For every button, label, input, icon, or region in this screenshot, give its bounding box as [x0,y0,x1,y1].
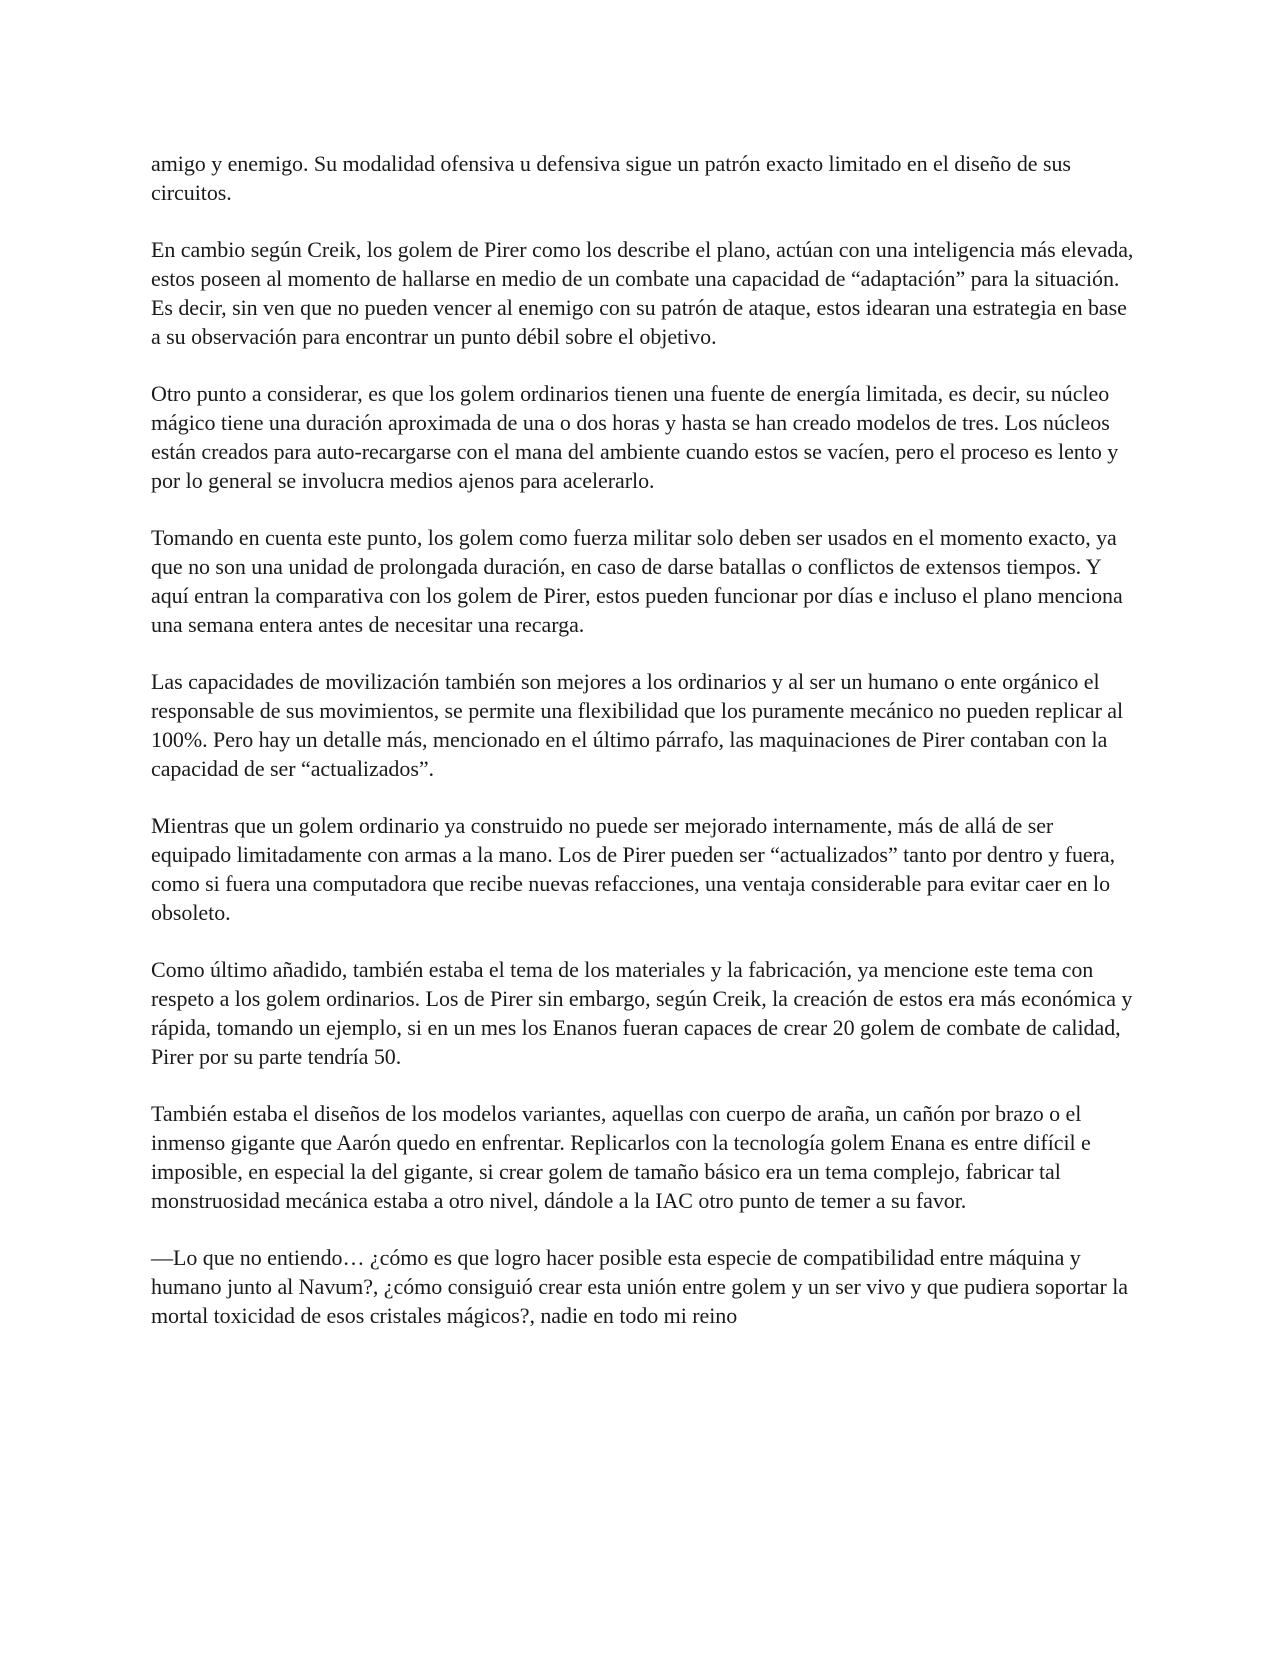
paragraph-4: Tomando en cuenta este punto, los golem como fuerza militar solo deben ser usados en el momento exacto, ya que no son una unidad de prolongada duración, en caso de darse batallas o conflictos de extensos tiempos. Y aquí entran la comparativa con los golem de Pirer, estos pueden funcionar por días e incluso el plano menciona una semana entera antes de necesitar una recarga. [151,525,1123,637]
paragraph-1: amigo y enemigo. Su modalidad ofensiva u defensiva sigue un patrón exacto limitado en el diseño de sus circuitos. [151,151,1071,205]
paragraph-2: En cambio según Creik, los golem de Pirer como los describe el plano, actúan con una inteligencia más elevada, estos poseen al momento de hallarse en medio de un combate una capacidad de “adaptación” para la situación. Es decir, sin ven que no pueden vencer al enemigo con su patrón de ataque, estos idearan una estrategia en base a su observación para encontrar un punto débil sobre el objetivo. [151,237,1134,349]
paragraph-9: —Lo que no entiendo… ¿cómo es que logro hacer posible esta especie de compatibilidad entre máquina y humano junto al Navum?, ¿cómo consiguió crear esta unión entre golem y un ser vivo y que pudiera soportar la mortal toxicidad de esos cristales mágicos?, nadie en todo mi reino [151,1245,1128,1328]
paragraph-6: Mientras que un golem ordinario ya construido no puede ser mejorado internamente, más de allá de ser equipado limitadamente con armas a la mano. Los de Pirer pueden ser “actualizados” tanto por dentro y fuera, como si fuera una computadora que recibe nuevas refacciones, una ventaja considerable para evitar caer en lo obsoleto. [151,813,1116,925]
paragraph-7: Como último añadido, también estaba el tema de los materiales y la fabricación, ya mencione este tema con respeto a los golem ordinarios. Los de Pirer sin embargo, según Creik, la creación de estos era más económica y rápida, tomando un ejemplo, si en un mes los Enanos fueran capaces de crear 20 golem de combate de calidad, Pirer por su parte tendría 50. [151,957,1133,1069]
document-body [151,149,1136,1330]
paragraph-5: Las capacidades de movilización también son mejores a los ordinarios y al ser un humano o ente orgánico el responsable de sus movimientos, se permite una flexibilidad que los puramente mecánico no pueden replicar al 100%. Pero hay un detalle más, mencionado en el último párrafo, las maquinaciones de Pirer contaban con la capacidad de ser “actualizados”. [151,669,1124,781]
paragraph-8: También estaba el diseños de los modelos variantes, aquellas con cuerpo de araña, un cañón por brazo o el inmenso gigante que Aarón quedo en enfrentar. Replicarlos con la tecnología golem Enana es entre difícil e imposible, en especial la del gigante, si crear golem de tamaño básico era un tema complejo, fabricar tal monstruosidad mecánica estaba a otro nivel, dándole a la IAC otro punto de temer a su favor. [151,1101,1091,1213]
paragraph-3: Otro punto a considerar, es que los golem ordinarios tienen una fuente de energía limitada, es decir, su núcleo mágico tiene una duración aproximada de una o dos horas y hasta se han creado modelos de tres. Los núcleos están creados para auto-recargarse con el mana del ambiente cuando estos se vacíen, pero el proceso es lento y por lo general se involucra medios ajenos para acelerarlo. [151,381,1119,493]
